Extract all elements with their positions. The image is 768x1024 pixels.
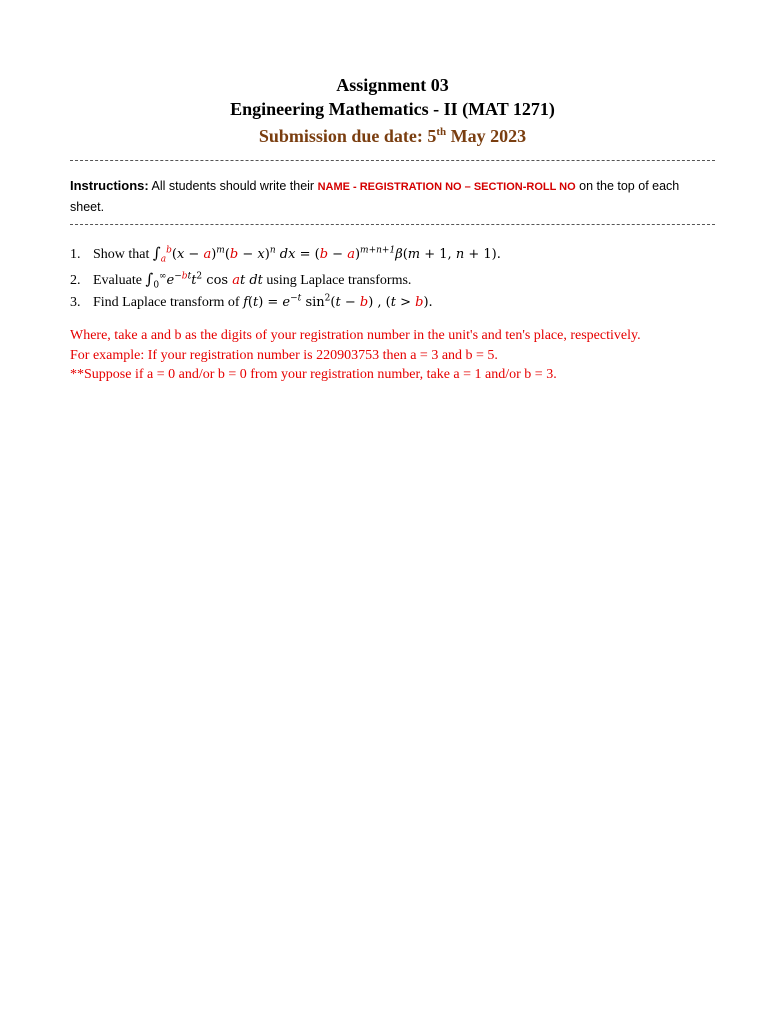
instructions-label: Instructions: — [70, 178, 149, 193]
instructions-text-before: All students should write their — [148, 179, 318, 193]
question-number: 3. — [70, 295, 81, 310]
question-2 — [70, 269, 715, 291]
course-title: Engineering Mathematics - II (MAT 1271) — [230, 99, 555, 119]
instructions-block — [70, 176, 715, 217]
question-number: 1. — [70, 247, 81, 262]
equation-3: $f(t) = e^{-t}$ $\sin^2(t - b)$ , (t > b). — [243, 293, 433, 310]
separator-bottom — [70, 224, 715, 225]
question-lead: Find Laplace transform of — [93, 295, 244, 310]
due-date-suffix: May 2023 — [446, 126, 527, 146]
note-line-2: For example: If your registration number is 220903753 then a = 3 and b = 5. — [70, 347, 498, 363]
question-lead: Show that — [93, 247, 153, 262]
instructions-text-after: on the top of each sheet. — [70, 179, 680, 214]
equation-1: $\int_a^b(x - a)^m(b - x)^n$ dx = $(b - a)^{m+n+1}\beta(m + 1$, n + 1). — [152, 244, 501, 265]
question-number: 2. — [70, 273, 81, 288]
question-lead: Evaluate — [93, 273, 146, 288]
separator-top — [70, 160, 715, 161]
instructions-highlight: NAME - REGISTRATION NO – SECTION-ROLL NO — [317, 181, 576, 193]
equation-2: $\int_0^\infty e^{-bt}t^2$ cos at dt — [145, 270, 263, 291]
due-date-superscript: th — [436, 126, 447, 138]
note-line-1: Where, take a and b as the digits of your registration number in the unit's and ten's place, respectively. — [70, 328, 641, 343]
question-3 — [70, 293, 715, 313]
notes-block — [70, 326, 720, 385]
due-date-prefix: Submission due date: 5 — [258, 126, 437, 146]
assignment-title: Assignment 03 — [336, 75, 449, 95]
question-tail: using Laplace transforms. — [262, 273, 412, 288]
note-line-3: **Suppose if a = 0 and/or b = 0 from your registration number, take a = 1 and/or b = 3. — [70, 367, 557, 382]
question-1 — [70, 243, 715, 265]
due-date — [70, 125, 715, 147]
